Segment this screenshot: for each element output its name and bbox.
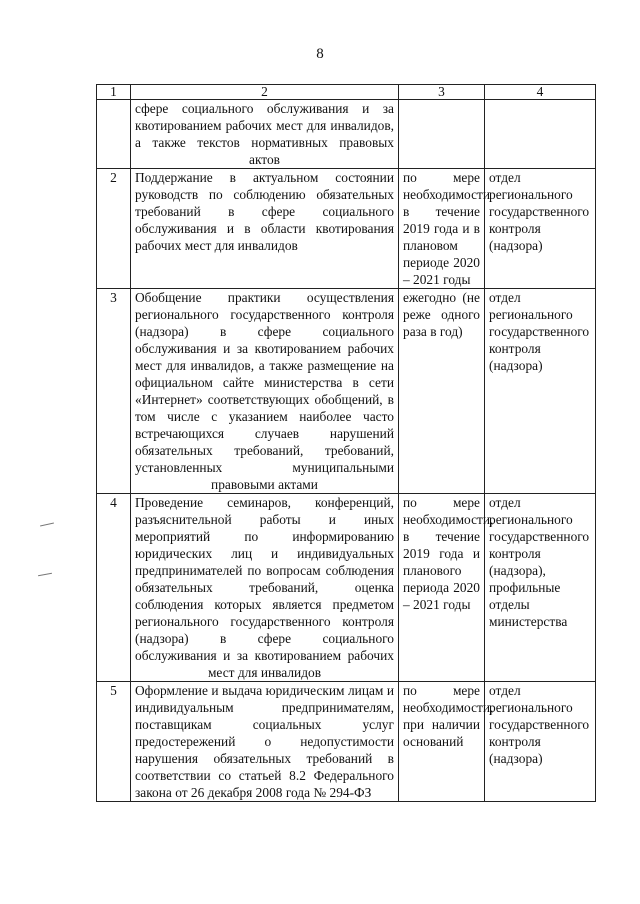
- header-col-4: 4: [485, 85, 596, 100]
- header-col-2: 2: [131, 85, 399, 100]
- measure-period: по мере необходимости в течение 2019 года и в плановом периоде 2020 – 2021 годы: [399, 169, 485, 289]
- measure-description: Обобщение практики осуществления регионального государственного контроля (надзора) в сфере социального обслуживания и за квотированием рабочих мест для инвалидов, а также размещение на официальном сайте министерства в сети «Интернет» соответствующих обобщений, в том числе с указанием наиболее часто встречающихся случаев нарушений обязательных требований, требований, установленных муниципальными правовыми актами: [131, 289, 399, 494]
- measure-period: [399, 100, 485, 169]
- table-row: [97, 169, 596, 289]
- table-row: [97, 494, 596, 682]
- header-col-3: 3: [399, 85, 485, 100]
- measure-period: по мере необходимости, при наличии оснований: [399, 682, 485, 802]
- measure-responsible: отдел регионального государственного контроля (надзора): [485, 289, 596, 494]
- measure-responsible: отдел регионального государственного контроля (надзора): [485, 169, 596, 289]
- scan-mark: [38, 573, 52, 576]
- table-header: [97, 85, 596, 100]
- row-number: 3: [97, 289, 131, 494]
- measure-period: по мере необходимости, в течение 2019 года и планового периода 2020 – 2021 годы: [399, 494, 485, 682]
- measure-period: ежегодно (не реже одного раза в год): [399, 289, 485, 494]
- row-number: [97, 100, 131, 169]
- measure-responsible: [485, 100, 596, 169]
- table-row: [97, 100, 596, 169]
- scan-mark: [40, 523, 54, 527]
- measure-description: Проведение семинаров, конференций, разъяснительной работы и иных мероприятий по информированию юридических лиц и индивидуальных предпринимателей по вопросам соблюдения обязательных требований, оценка соблюдения которых является предметом регионального государственного контроля (надзора) в сфере социального обслуживания и за квотированием рабочих мест для инвалидов: [131, 494, 399, 682]
- measure-description: сфере социального обслуживания и за квотированием рабочих мест для инвалидов, а также текстов нормативных правовых актов: [131, 100, 399, 169]
- measure-description: Оформление и выдача юридическим лицам и индивидуальным предпринимателям, поставщикам социальных услуг предостережений о недопустимости нарушения обязательных требований в соответствии со статьей 8.2 Федерального закона от 26 декабря 2008 года № 294-ФЗ: [131, 682, 399, 802]
- header-col-1: 1: [97, 85, 131, 100]
- measure-responsible: отдел регионального государственного контроля (надзора): [485, 682, 596, 802]
- table-row: [97, 289, 596, 494]
- row-number: 4: [97, 494, 131, 682]
- plan-table: [96, 84, 596, 802]
- row-number: 5: [97, 682, 131, 802]
- table-row: [97, 682, 596, 802]
- row-number: 2: [97, 169, 131, 289]
- page-number: 8: [316, 46, 324, 62]
- measure-responsible: отдел регионального государственного контроля (надзора), профильные отделы министерства: [485, 494, 596, 682]
- measure-description: Поддержание в актуальном состоянии руководств по соблюдению обязательных требований в сфере социального обслуживания и в области квотирования рабочих мест для инвалидов: [131, 169, 399, 289]
